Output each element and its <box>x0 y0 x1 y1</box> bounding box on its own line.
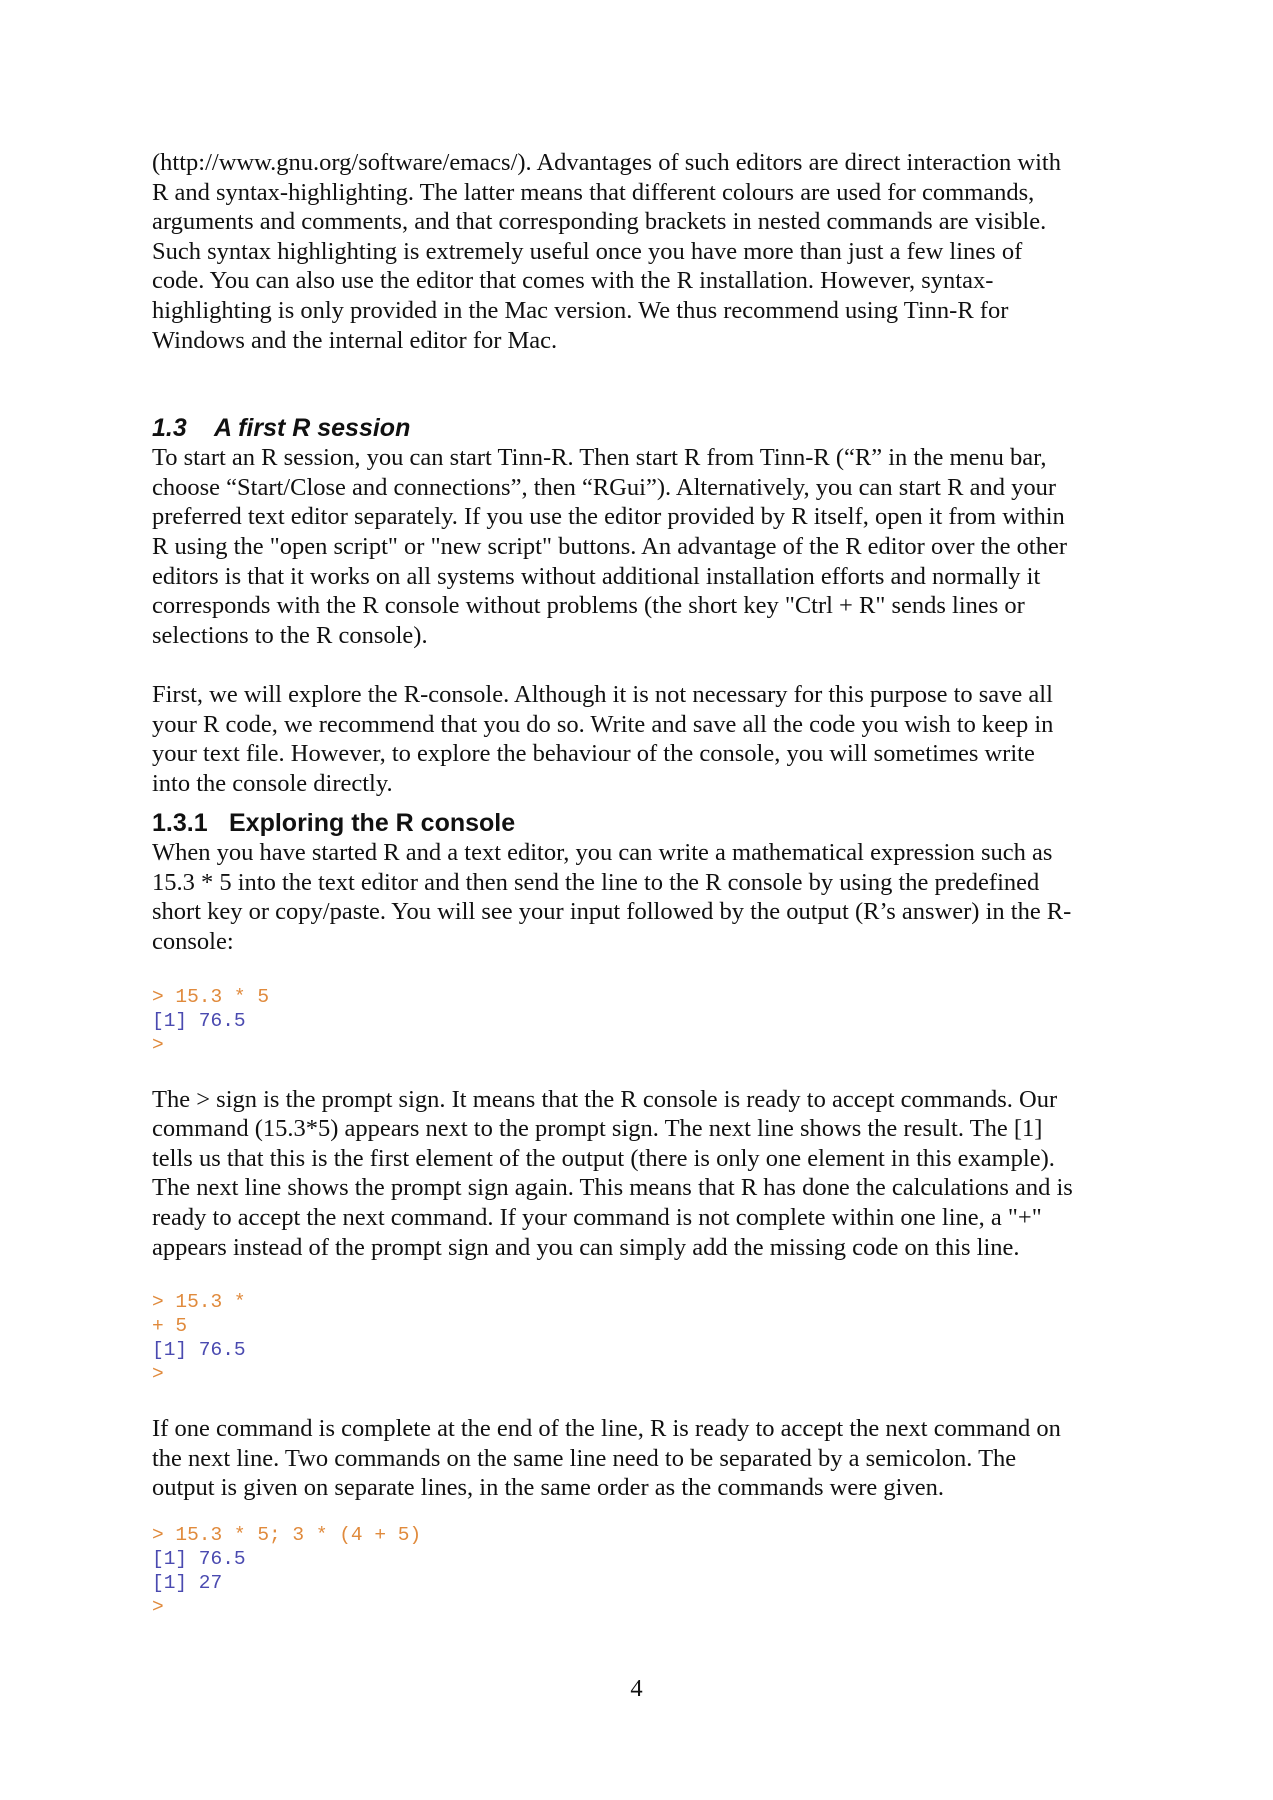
code-block-1 <box>152 985 1132 1057</box>
subsection-number: 1.3.1 <box>152 809 208 838</box>
code-line: > 15.3 * 5; 3 * (4 + 5) <box>152 1524 422 1546</box>
code-line: > <box>152 1596 164 1618</box>
section-title: A first R session <box>214 414 411 443</box>
code-line: > 15.3 * 5 <box>152 985 270 1008</box>
section-number: 1.3 <box>152 414 187 443</box>
code-line: > 15.3 * <box>152 1291 246 1314</box>
page-number: 4 <box>630 1675 643 1702</box>
subsection-paragraph-1: When you have started R and a text editor, you can write a mathematical expression such as 15.3 * 5 into the text editor and then send the line to the R console by using the predefined short key or copy/paste. You will see your input followed by the output (R’s answer) in the R- console: <box>152 839 1072 956</box>
code-line: > <box>152 1363 164 1386</box>
subsection-title: Exploring the R console <box>229 809 516 838</box>
subsection-heading <box>152 808 1132 838</box>
code-block-2 <box>152 1290 1132 1386</box>
subsection-paragraph-3: If one command is complete at the end of the line, R is ready to accept the next command on the next line. Two commands on the same line need to be separated by a semicolon. The output is given on separate lines, in the same order as the commands were given. <box>152 1415 1061 1502</box>
section-paragraph-1: To start an R session, you can start Tinn-R. Then start R from Tinn-R (“R” in the menu bar, choose “Start/Close and connections”, then “RGui”). Alternatively, you can start R and your preferred text editor separately. If you use the editor provided by R itself, open it from within R using the "open script" or "new script" buttons. An advantage of the R editor over the other editors is that it works on all systems without additional installation efforts and normally it corresponds with the R console without problems (the short key "Ctrl + R" sends lines or selections to the R console). <box>152 444 1068 649</box>
intro-paragraph: (http://www.gnu.org/software/emacs/). Advantages of such editors are direct interaction with R and syntax-highlighting. The latter means that different colours are used for commands, arguments and comments, and that corresponding brackets in nested commands are visible. Such syntax highlighting is extremely useful once you have more than just a few lines of code. You can also use the editor that comes with the R installation. However, syntax- highlighting is only provided in the Mac version. We thus recommend using Tinn-R for Windows and the internal editor for Mac. <box>152 149 1061 354</box>
code-line: > <box>152 1033 164 1056</box>
code-line: [1] 27 <box>152 1572 223 1594</box>
section-paragraph-2: First, we will explore the R-console. Although it is not necessary for this purpose to save all your R code, we recommend that you do so. Write and save all the code you wish to keep in your text file. However, to explore the behaviour of the console, you will sometimes write into the console directly. <box>152 680 1054 797</box>
code-line: [1] 76.5 <box>152 1009 246 1032</box>
subsection-paragraph-2: The > sign is the prompt sign. It means that the R console is ready to accept commands. Our command (15.3*5) appears next to the prompt sign. The next line shows the result. The [1] tells us that this is the first element of the output (there is only one element in this example). The next line shows the prompt sign again. This means that R has done the calculations and is ready to accept the next command. If your command is not complete within one line, a "+" appears instead of the prompt sign and you can simply add the missing code on this line. <box>152 1085 1073 1261</box>
code-line: [1] 76.5 <box>152 1548 246 1570</box>
code-line: + 5 <box>152 1315 188 1338</box>
section-heading <box>152 413 1132 443</box>
code-line: [1] 76.5 <box>152 1339 246 1362</box>
code-block-3 <box>152 1523 1132 1619</box>
page-content <box>152 148 1132 1619</box>
